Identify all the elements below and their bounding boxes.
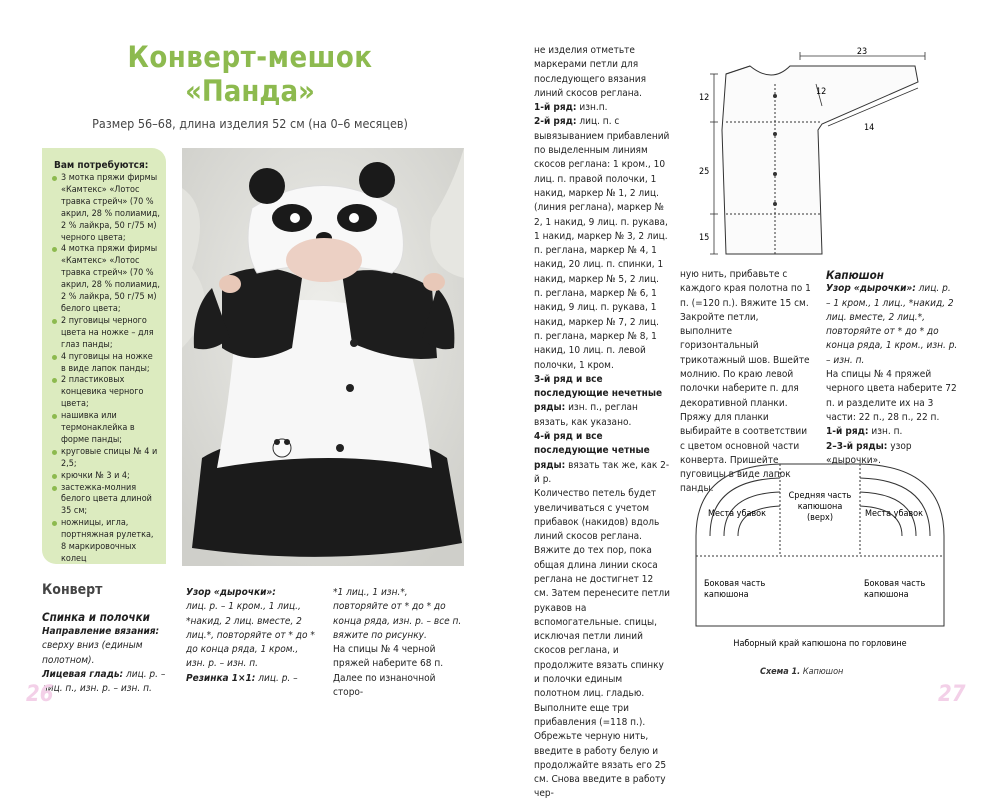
diagram-caption: [760, 667, 843, 677]
caption-label: Схема 1.: [760, 667, 801, 677]
materials-item: нашивка или термонаклейка в форме панды;: [52, 411, 160, 447]
left-col1-text: [42, 625, 177, 696]
materials-item: круговые спицы № 4 и 2,5;: [52, 447, 160, 471]
dim-12b: 12: [816, 87, 827, 97]
hood-right-side-label: Боковая часть капюшона: [864, 579, 926, 600]
materials-item: 4 мотка пряжи фирмы «Камтекс» «Лотос травка стрейч» (70 % акрил, 28 % полиамид, 2 % лайкра, 50 г/75 м) белого цвета;: [52, 244, 160, 315]
dim-23: 23: [856, 47, 868, 57]
materials-heading: Вам потребуются:: [54, 160, 149, 171]
hood-title: Капюшон: [826, 268, 884, 282]
panda-baby-photo: [182, 148, 464, 566]
rib-text: лиц. р. –: [255, 672, 298, 684]
direction-text: сверху вниз (единым полотном).: [42, 640, 143, 666]
hood-row1-label: 1-й ряд:: [826, 426, 869, 438]
materials-item: застежка-молния белого цвета длиной 35 см;: [52, 483, 160, 519]
left-col3-text: [333, 586, 465, 700]
hood-right-top-label: Места убавок: [865, 509, 924, 519]
materials-item: 3 мотка пряжи фирмы «Камтекс» «Лотос травка стрейч» (70 % акрил, 28 % полиамид, 2 % лайкра, 50 г/75 м) черного цвета;: [52, 173, 160, 244]
pattern-text: лиц. р. – 1 кром., 1 лиц., *накид, 2 лиц. вместе, 2 лиц.*, повторяйте от * до * до конца ряда, 1 кром., изн. р. – изн. п.: [186, 601, 315, 670]
row4-text: вязать так же, как 2-й р.: [534, 459, 670, 485]
castoff-text: На спицы № 4 черной пряжей наберите 68 п. Далее по изнаночной сторо-: [333, 644, 444, 699]
subsection-title: Спинка и полочки: [42, 610, 150, 624]
hood-text: На спицы № 4 пряжей черного цвета наберите 72 п. и разделите их на 3 части: 22 п., 28 п., 22 п.: [826, 369, 957, 423]
rib-label: Резинка 1×1:: [186, 672, 256, 684]
page-number-left: 26: [26, 682, 54, 707]
right-col1-text: [534, 44, 670, 802]
row1-text: изн.п.: [576, 102, 608, 114]
row4-label: 4-й ряд и все последующие четные ряды:: [534, 431, 650, 471]
hood-row23-label: 2–3-й ряды:: [826, 440, 888, 452]
hood-pattern-label: Узор «дырочки»:: [826, 283, 916, 295]
right-col1-top: не изделия отметьте маркерами петли для последующего вязания линий скосов реглана.: [534, 45, 646, 99]
page-number-right: 27: [938, 682, 966, 707]
materials-item: 4 пуговицы на ножке в виде лапок панды;: [52, 352, 160, 376]
stitch-label: Лицевая гладь:: [42, 668, 124, 680]
materials-item: ножницы, игла, портняжная рулетка, 8 маркировочных колец: [52, 518, 160, 566]
materials-item: 2 пластиковых концевика черного цвета;: [52, 375, 160, 411]
dim-14: 14: [864, 123, 875, 133]
materials-list: [42, 173, 166, 566]
page-title-line2: «Панда»: [185, 74, 315, 108]
row3-text: изн. п., реглан вязать, как указано.: [534, 402, 638, 428]
section-title: Конверт: [42, 582, 103, 598]
materials-box: [42, 148, 166, 564]
rib-continuation: *1 лиц., 1 изн.*, повторяйте от * до * до конца ряда, изн. р. – все п. вяжите по рисунку.: [333, 587, 462, 641]
hood-schematic: [690, 456, 950, 656]
direction-label: Направление вязания:: [42, 626, 160, 637]
hood-row1-text: изн. п.: [868, 426, 903, 438]
hood-pattern-text: лиц. р. – 1 кром., 1 лиц., *накид, 2 лиц. вместе, 2 лиц.*, повторяйте от * до * до конца ряда, 1 кром., изн. р. – изн. п.: [826, 283, 958, 366]
dim-12a: 12: [699, 93, 710, 103]
hood-left-top-label: Места убавок: [708, 509, 767, 519]
row2-text: лиц. п. с вывязыванием прибавлений по выделенным линиям скосов реглана: 1 кром., 10 лиц. п. правой полочки, 1 накид, маркер № 1, 2 лиц. (линия реглана), маркер № 2, 1 накид, 9 лиц. п. рукава, 1 накид, маркер № 3, 2 лиц. п. реглана, маркер № 4, 1 накид, 20 лиц. п. спинки, 1 накид, маркер № 5, 2 лиц. п. реглана, маркер № 6, 1 накид, 9 лиц. п. рукава, 1 накид, маркер № 7, 2 лиц. п. реглана, маркер № 8, 1 накид, 10 лиц. п. левой полочки, 1 кром.: [534, 116, 670, 371]
left-col2-text: [186, 586, 318, 686]
materials-item: крючки № 3 и 4;: [52, 471, 160, 483]
dim-15: 15: [699, 233, 710, 243]
page-title-line1: Конверт-мешок: [127, 40, 373, 74]
hood-section: [826, 268, 958, 468]
row3-label: 3-й ряд и все последующие нечетные ряды:: [534, 373, 663, 414]
stitch-text: лиц. р. – лиц. п., изн. р. – изн. п.: [42, 668, 166, 695]
row1-label: 1-й ряд:: [534, 102, 577, 114]
materials-item: 2 пуговицы черного цвета на ножке – для глаз панды;: [52, 316, 160, 352]
caption-text: Капюшон: [800, 667, 844, 677]
hood-center-label: Средняя часть капюшона (верх): [788, 491, 852, 523]
right-col2-body: ную нить, прибавьте с каждого края полотна по 1 п. (=120 п.). Вяжите 15 см. Закройте петли, выполните горизонтальный трикотажный шов. Вшейте молнию. По краю левой полочки наберите п. для декоративной планки. Пряжу для планки выбирайте в соответствии с цветом основной части конверта. Пришейте пуговицы в виде лапок панды.: [680, 269, 811, 495]
row2-label: 2-й ряд:: [534, 116, 577, 128]
right-col1-rest: Количество петель будет увеличиваться с учетом прибавок (накидов) вдоль линий скосов реглана. Вяжите до тех пор, пока общая длина линии скоса реглана не достигнет 12 см. Затем перенесите петли рукавов на вспомогательные. спицы, исключая петли линий скосов реглана, и продолжите вязать спинку и полочки единым полотном лиц. гладью. Выполните еще три прибавления (=118 п.). Обрежьте черную нить, введите в работу белую и продолжайте вязать его 25 см. Снова введите в работу чер-: [534, 488, 670, 800]
garment-schematic: [690, 44, 950, 259]
hood-bottom-label: Наборный край капюшона по горловине: [733, 639, 907, 649]
dim-25: 25: [699, 167, 710, 177]
pattern-heading: Узор «дырочки»:: [186, 587, 276, 598]
hood-left-side-label: Боковая часть капюшона: [704, 579, 766, 600]
hood-row23-text: узор «дырочки».: [826, 440, 912, 466]
page-subtitle: Размер 56–68, длина изделия 52 см (на 0–6 месяцев): [92, 116, 408, 131]
